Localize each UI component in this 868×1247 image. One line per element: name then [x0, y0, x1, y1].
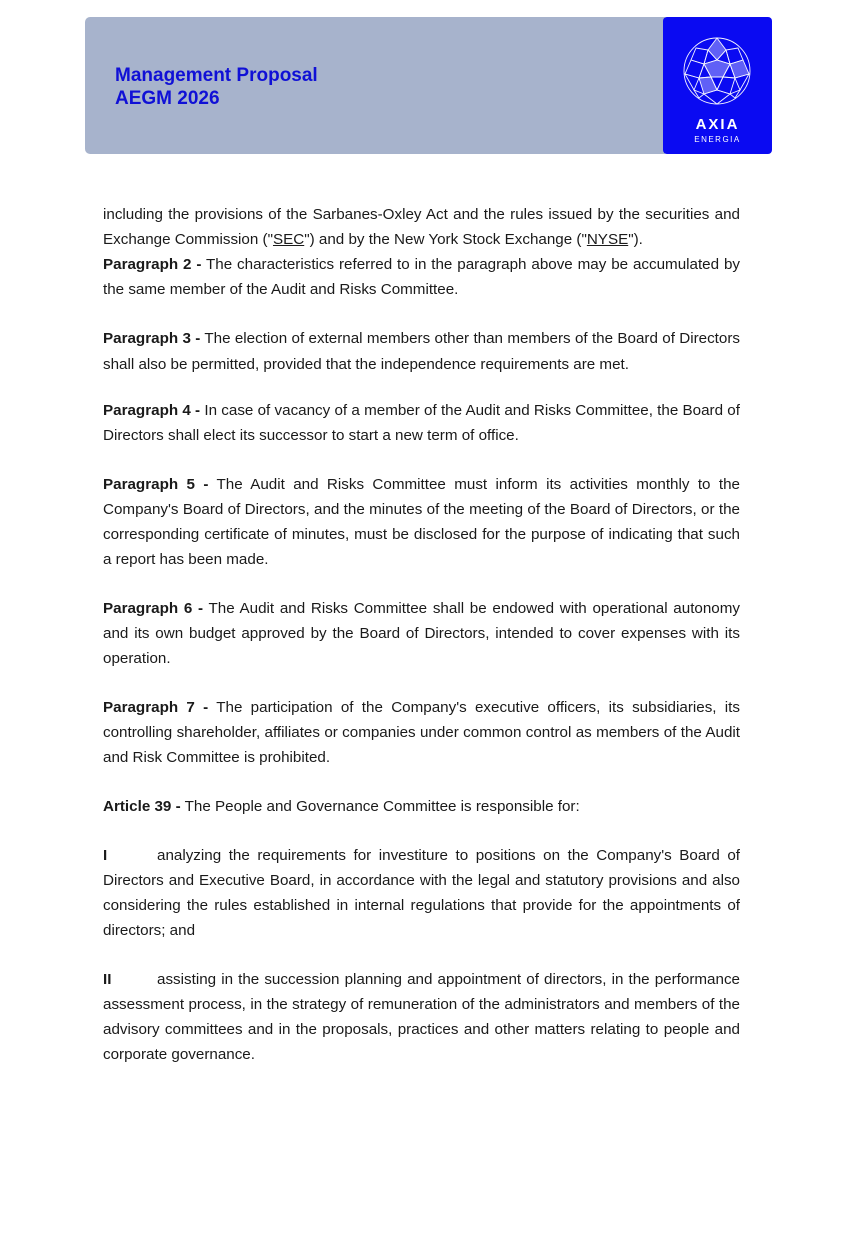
document-title — [115, 64, 318, 110]
paragraph-5 — [103, 472, 740, 572]
paragraph-2 — [103, 252, 740, 302]
globe-icon — [682, 36, 752, 106]
item-i-label: I — [103, 847, 108, 864]
paragraph-7 — [103, 695, 740, 770]
paragraph-5-label: Paragraph 5 - — [103, 476, 209, 493]
intro-text-b: ") and by the New York Stock Exchange (" — [304, 231, 587, 248]
paragraph-2-label: Paragraph 2 - — [103, 256, 202, 273]
paragraph-3-text: The election of external members other than members of the Board of Directors shall also be permitted, provided that the independence requirements are met. — [103, 330, 740, 373]
intro-paragraph — [103, 202, 740, 252]
item-ii-label: II — [103, 971, 112, 988]
paragraph-7-text: The participation of the Company's executive officers, its subsidiaries, its controlling shareholder, affiliates or companies under common control as members of the Audit and Risk Committee is prohibited. — [103, 699, 740, 766]
paragraph-4-text: In case of vacancy of a member of the Audit and Risks Committee, the Board of Directors shall elect its successor to start a new term of office. — [103, 402, 740, 444]
paragraph-6-text: The Audit and Risks Committee shall be endowed with operational autonomy and its own budget approved by the Board of Directors, intended to cover expenses with its operation. — [103, 600, 740, 667]
intro-text-c: "). — [628, 231, 643, 248]
logo-wordmark: AXIA — [695, 116, 740, 133]
paragraph-4 — [103, 398, 740, 448]
paragraph-5-text: The Audit and Risks Committee must inform its activities monthly to the Company's Board of Directors, and the minutes of the meeting of the Board of Directors, or the corresponding certificate of minutes, must be disclosed for the purpose of indicating that such a report has been made. — [103, 476, 740, 568]
item-ii-text: assisting in the succession planning and appointment of directors, in the performance assessment process, in the strategy of remuneration of the administrators and members of the advisory committees and in the proposals, practices and other matters relating to people and corporate governance. — [103, 971, 740, 1063]
paragraph-3 — [103, 326, 740, 378]
nyse-abbrev: NYSE — [586, 231, 629, 248]
sec-abbrev: SEC — [272, 231, 305, 248]
intro-text-a: including the provisions of the Sarbanes-Oxley Act and the rules issued by the securities and Exchange Commission (" — [103, 206, 740, 248]
item-i-text: analyzing the requirements for investiture to positions on the Company's Board of Directors and Executive Board, in accordance with the legal and statutory provisions and also considering the rules established in internal regulations that provide for the appointments of directors; and — [103, 847, 740, 939]
paragraph-7-label: Paragraph 7 - — [103, 699, 209, 716]
title-line-1: Management Proposal — [115, 65, 318, 86]
paragraph-4-label: Paragraph 4 - — [103, 402, 201, 419]
article-39 — [103, 794, 740, 819]
paragraph-3-label: Paragraph 3 - — [103, 330, 201, 347]
logo-subtitle: ENERGIA — [694, 135, 741, 144]
item-i — [103, 843, 740, 943]
article-39-text: The People and Governance Committee is responsible for: — [180, 798, 580, 815]
paragraph-2-text: The characteristics referred to in the paragraph above may be accumulated by the same member of the Audit and Risks Committee. — [103, 256, 740, 298]
paragraph-6-label: Paragraph 6 - — [103, 600, 204, 617]
paragraph-6 — [103, 596, 740, 671]
article-39-label: Article 39 - — [103, 798, 181, 815]
item-ii — [103, 967, 740, 1067]
document-body — [103, 202, 740, 1067]
title-line-2: AEGM 2026 — [115, 88, 220, 109]
company-logo — [663, 17, 772, 154]
